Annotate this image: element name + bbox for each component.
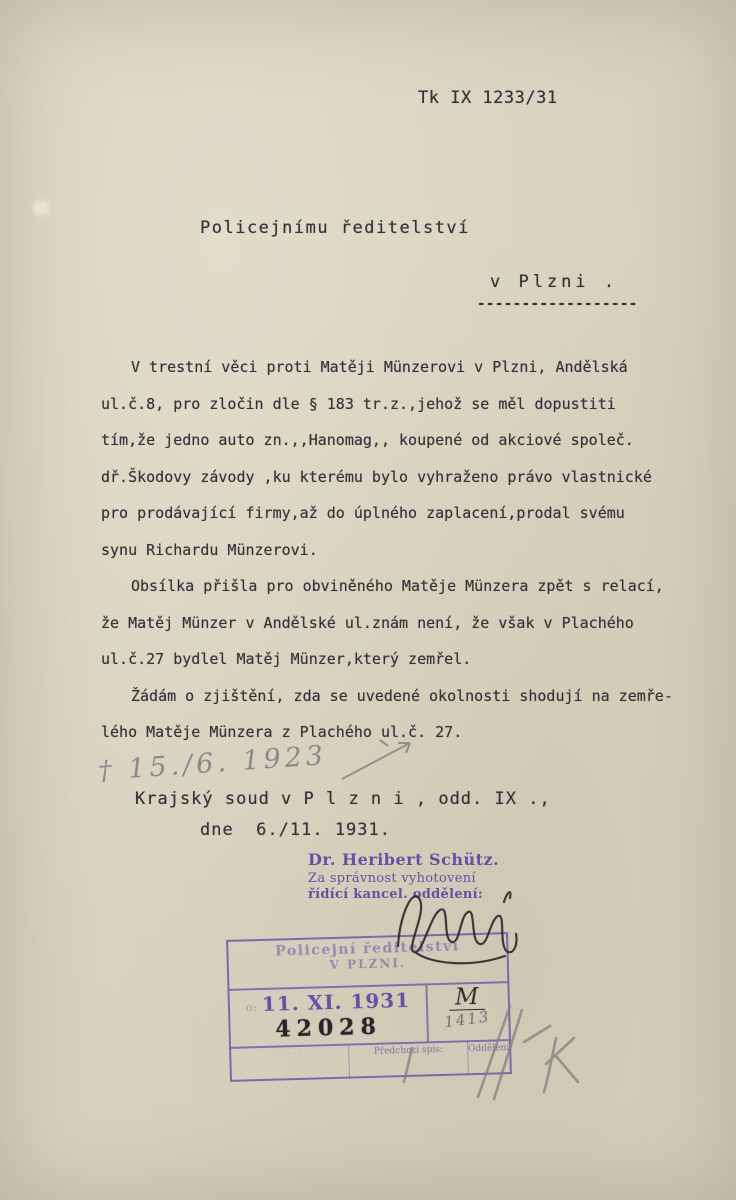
certification-line3: řídící kancel. oddělení:: [308, 887, 483, 902]
stamp-date-column: [229, 985, 426, 1046]
certification-stamp: [308, 850, 499, 902]
recipient-line: Policejnímu ředitelství: [200, 218, 470, 238]
stamp-date-value: 11. XI. 1931: [261, 987, 411, 1016]
body-line: dř.Škodovy závody ,ku kterému bylo vyhraženo právo vlastnické: [101, 467, 652, 486]
body-line: V trestní věci proti Matěji Münzerovi v Plzni, Andělská: [131, 358, 628, 376]
recipient-city: v Plzni .: [490, 272, 619, 292]
body-line: ul.č.8, pro zločin dle § 183 tr.z.,jehož se měl dopustiti: [101, 394, 616, 413]
letter-body: [101, 349, 676, 751]
certifier-name: Dr. Heribert Schütz.: [308, 850, 500, 869]
stamp-received-prefix: o:: [245, 1001, 259, 1015]
stamp-org-line2: V PLZNI.: [329, 955, 407, 973]
stamp-cell-left: ·····: [275, 1048, 305, 1060]
stamp-hand-column: [425, 983, 507, 1041]
stamp-main-row: [229, 981, 509, 1047]
handwritten-number: 1413: [443, 1007, 492, 1032]
handwritten-initial: M: [449, 986, 485, 1011]
stamp-cell-department: Oddělení: [467, 1041, 510, 1074]
body-line: tím,že jedno auto zn.,,Hanomag,, koupené od akciové společ.: [101, 431, 634, 449]
paper-flaw-spot: [33, 200, 49, 216]
stamp-journal-number: 42028: [274, 1013, 383, 1043]
recipient-underline: ------------------: [477, 296, 638, 312]
sender-court-line: Krajský soud v P l z n i , odd. IX .,: [135, 789, 551, 809]
stamp-header: [228, 934, 507, 989]
body-line: Žádám o zjištění, zda se uvedené okolnosti shodují na zemře-: [131, 686, 673, 705]
body-line: lého Matěje Münzera z Plachého ul.č. 27.: [101, 723, 463, 741]
stamp-cell-previous-file: Předchozí spis:: [349, 1042, 468, 1077]
body-line: ul.č.27 bydlel Matěj Münzer,který zemřel.: [101, 650, 472, 668]
body-line: synu Richardu Münzerovi.: [101, 540, 318, 559]
body-line: pro prodávající firmy,až do úplného zaplacení,prodal svému: [101, 504, 625, 522]
reference-number: Tk IX 1233/31: [418, 88, 558, 108]
police-received-stamp: [226, 932, 512, 1082]
certification-line2: Za správnost vyhotovení: [308, 871, 476, 886]
body-line: Obsílka přišla pro obviněného Matěje Münzera zpět s relací,: [131, 577, 664, 595]
stamp-org-line1: Policejní ředitelství: [274, 938, 460, 960]
handwritten-death-date-note: † 15./6. 1923: [97, 740, 328, 787]
body-line: že Matěj Münzer v Andělské ul.znám není, že však v Plachého: [101, 613, 634, 632]
sender-date-line: dne 6./11. 1931.: [200, 820, 391, 840]
